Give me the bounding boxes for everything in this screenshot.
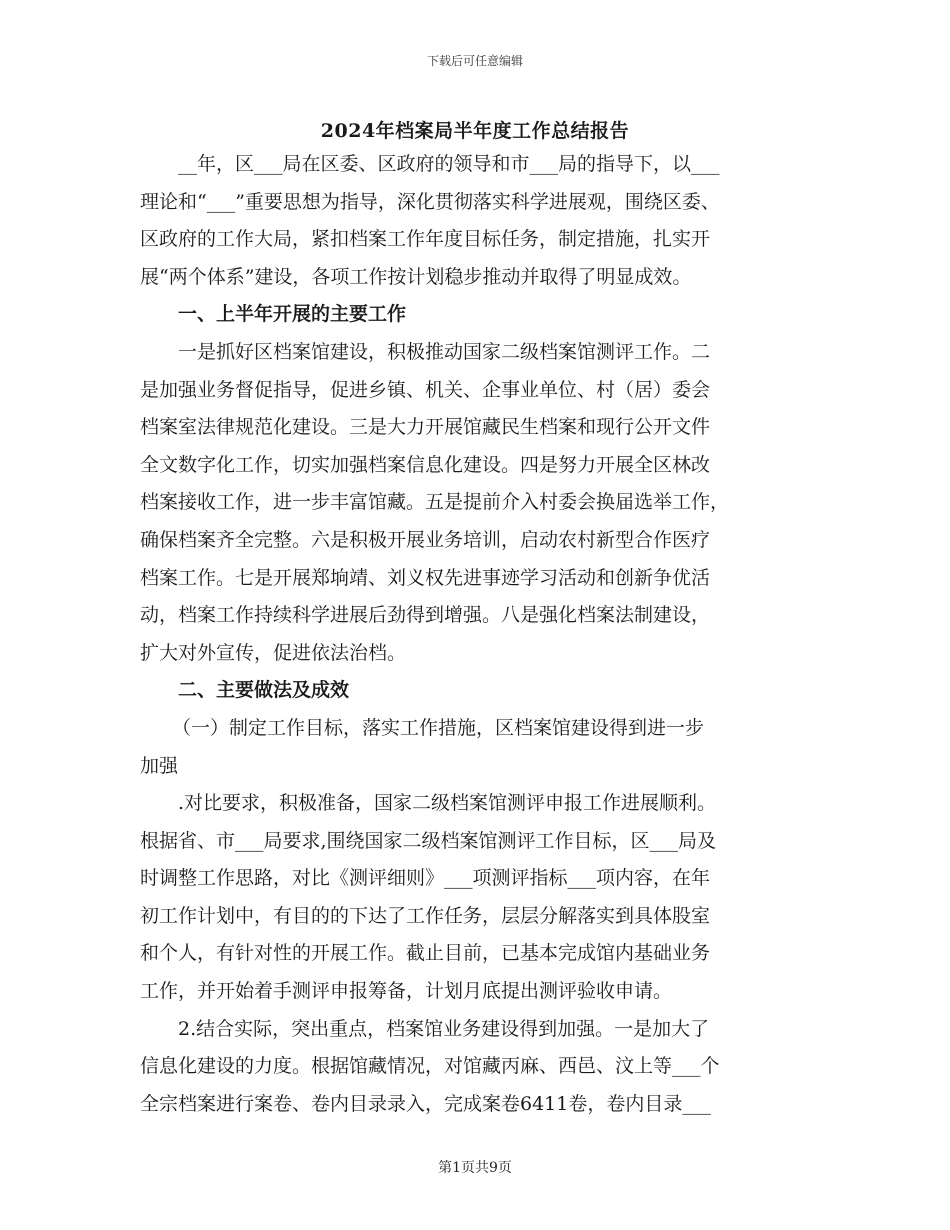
- paragraph-line: 全文数字化工作，切实加强档案信息化建设。四是努力开展全区林改: [140, 453, 711, 476]
- paragraph-line: __年，区___局在区委、区政府的领导和市___局的指导下，以___: [178, 153, 720, 175]
- section-heading: 一、上半年开展的主要工作: [178, 303, 407, 326]
- paragraph-line: .对比要求，积极准备，国家二级档案馆测评申报工作进展顺利。: [178, 792, 717, 815]
- paragraph-line: 理论和“___”重要思想为指导，深化贯彻落实科学进展观，围绕区委、: [140, 190, 720, 213]
- paragraph-line: 根据省、市___局要求,围绕国家二级档案馆测评工作目标，区___局及: [140, 829, 717, 852]
- paragraph-line: 加强: [140, 754, 179, 777]
- document-body: [140, 146, 818, 1123]
- paragraph-line: 2.结合实际，突出重点，档案馆业务建设得到加强。一是加大了: [178, 1017, 710, 1040]
- paragraph-line: 区政府的工作大局，紧扣档案工作年度目标任务，制定措施，扎实开: [140, 228, 711, 251]
- page-number-footer: 第1页共9页: [438, 1160, 512, 1176]
- paragraph-line: 初工作计划中，有目的的下达了工作任务，层层分解落实到具体股室: [140, 904, 711, 927]
- page-header-note: 下载后可任意编辑: [426, 54, 523, 68]
- paragraph-line: 和个人，有针对性的开展工作。截止目前，已基本完成馆内基础业务: [140, 942, 711, 965]
- paragraph-line: 扩大对外宣传，促进依法治档。: [140, 641, 407, 664]
- document-title: 2024年档案局半年度工作总结报告: [320, 120, 630, 142]
- paragraph-line: 一是抓好区档案馆建设，积极推动国家二级档案馆测评工作。二: [178, 340, 711, 363]
- paragraph-line: 档案工作。七是开展郑垧靖、刘义权先进事迹学习活动和创新争优活: [140, 566, 711, 589]
- paragraph-line: 全宗档案进行案卷、卷内目录录入，完成案卷6411卷，卷内目录___: [140, 1092, 711, 1115]
- paragraph-line: 信息化建设的力度。根据馆藏情况，对馆藏丙麻、西邑、汶上等___个: [140, 1055, 720, 1078]
- paragraph-line: 档案室法律规范化建设。三是大力开展馆藏民生档案和现行公开文件: [140, 416, 711, 439]
- paragraph-line: 展“两个体系”建设，各项工作按计划稳步推动并取得了明显成效。: [140, 265, 692, 288]
- paragraph-line: 档案接收工作，进一步丰富馆藏。五是提前介入村委会换届选举工作，: [140, 491, 730, 514]
- paragraph-line: 动，档案工作持续科学进展后劲得到增强。八是强化档案法制建设，: [140, 604, 711, 627]
- section-heading: 二、主要做法及成效: [178, 679, 350, 702]
- subsection-heading: （一）制定工作目标，落实工作措施，区档案馆建设得到进一步: [172, 716, 705, 739]
- paragraph-line: 是加强业务督促指导，促进乡镇、机关、企事业单位、村（居）委会: [140, 378, 711, 401]
- paragraph-line: 确保档案齐全完整。六是积极开展业务培训，启动农村新型合作医疗: [140, 528, 711, 551]
- paragraph-line: 工作，并开始着手测评申报筹备，计划月底提出测评验收申请。: [140, 980, 673, 1003]
- paragraph-line: 时调整工作思路，对比《测评细则》___项测评指标___项内容，在年: [140, 867, 711, 890]
